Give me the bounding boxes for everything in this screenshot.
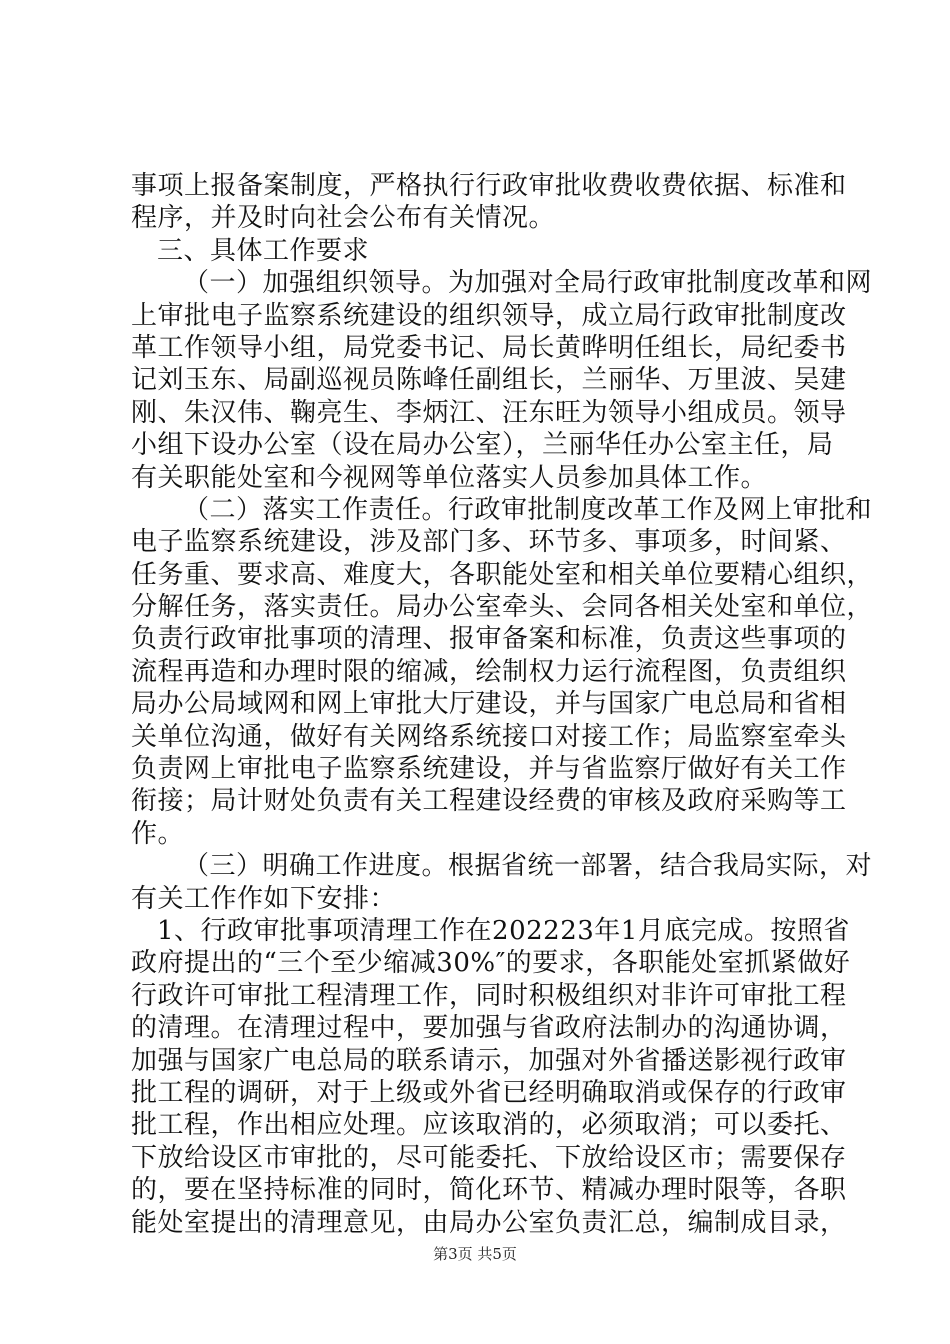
text-line: 的清理。在清理过程中，要加强与省政府法制办的沟通协调， — [131, 1013, 847, 1044]
text-line: 有关工作作如下安排： — [131, 883, 397, 914]
text-line: 局办公局域网和网上审批大厅建设，并与国家广电总局和省相 — [131, 689, 847, 720]
page-number-footer: 第3页 共5页 — [433, 1245, 517, 1263]
text-line: 任务重、要求高、难度大，各职能处室和相关单位要精心组织， — [131, 559, 874, 590]
text-line: 下放给设区市审批的，尽可能委托、下放给设区市；需要保存 — [131, 1142, 847, 1173]
text-line: 负责行政审批事项的清理、报审备案和标准，负责这些事项的 — [131, 624, 847, 655]
text-line: 政府提出的“三个至少缩减30%″的要求，各职能处室抓紧做好 — [131, 948, 851, 979]
document-body — [131, 170, 874, 1239]
text-line: 加强与国家广电总局的联系请示，加强对外省播送影视行政审 — [131, 1045, 847, 1076]
text-line: （三）明确工作进度。根据省统一部署，结合我局实际，对 — [183, 851, 873, 882]
text-line: 1、行政审批事项清理工作在202223年1月底完成。按照省 — [157, 915, 850, 946]
text-line: 衔接；局计财处负责有关工程建设经费的审核及政府采购等工 — [131, 786, 847, 817]
text-line: 程序，并及时向社会公布有关情况。 — [131, 203, 556, 234]
text-line: 流程再造和办理时限的缩减，绘制权力运行流程图，负责组织 — [131, 656, 847, 687]
text-line: 批工程的调研，对于上级或外省已经明确取消或保存的行政审 — [131, 1077, 847, 1108]
text-line: 负责网上审批电子监察系统建设，并与省监察厅做好有关工作 — [131, 754, 847, 785]
text-line: 上审批电子监察系统建设的组织领导，成立局行政审批制度改 — [131, 300, 847, 331]
text-line: 有关职能处室和今视网等单位落实人员参加具体工作。 — [131, 462, 768, 493]
text-line: 革工作领导小组，局党委书记、局长黄晔明任组长，局纪委书 — [131, 332, 847, 363]
text-line: 作。 — [131, 818, 185, 849]
section-heading: 三、具体工作要求 — [157, 235, 370, 266]
text-line: （二）落实工作责任。行政审批制度改革工作及网上审批和 — [183, 494, 873, 525]
text-line: 电子监察系统建设，涉及部门多、环节多、事项多，时间紧、 — [131, 527, 847, 558]
text-line: 行政许可审批工程清理工作，同时积极组织对非许可审批工程 — [131, 980, 847, 1011]
text-line: 能处室提出的清理意见，由局办公室负责汇总，编制成目录， — [131, 1207, 847, 1238]
text-line: 关单位沟通，做好有关网络系统接口对接工作；局监察室牵头 — [131, 721, 847, 752]
text-line: 记刘玉东、局副巡视员陈峰任副组长，兰丽华、万里波、吴建 — [131, 365, 847, 396]
text-line: 小组下设办公室（设在局办公室），兰丽华任办公室主任，局 — [131, 430, 834, 461]
text-line: 分解任务，落实责任。局办公室牵头、会同各相关处室和单位， — [131, 592, 874, 623]
text-line: 事项上报备案制度，严格执行行政审批收费收费依据、标准和 — [131, 171, 847, 201]
text-line: 批工程，作出相应处理。应该取消的，必须取消；可以委托、 — [131, 1110, 847, 1141]
text-line: 刚、朱汉伟、鞠亮生、李炳江、汪东旺为领导小组成员。领导 — [131, 397, 847, 428]
text-line: 的，要在坚持标准的同时，简化环节、精减办理时限等，各职 — [131, 1175, 847, 1206]
text-line: （一）加强组织领导。为加强对全局行政审批制度改革和网 — [183, 268, 873, 299]
